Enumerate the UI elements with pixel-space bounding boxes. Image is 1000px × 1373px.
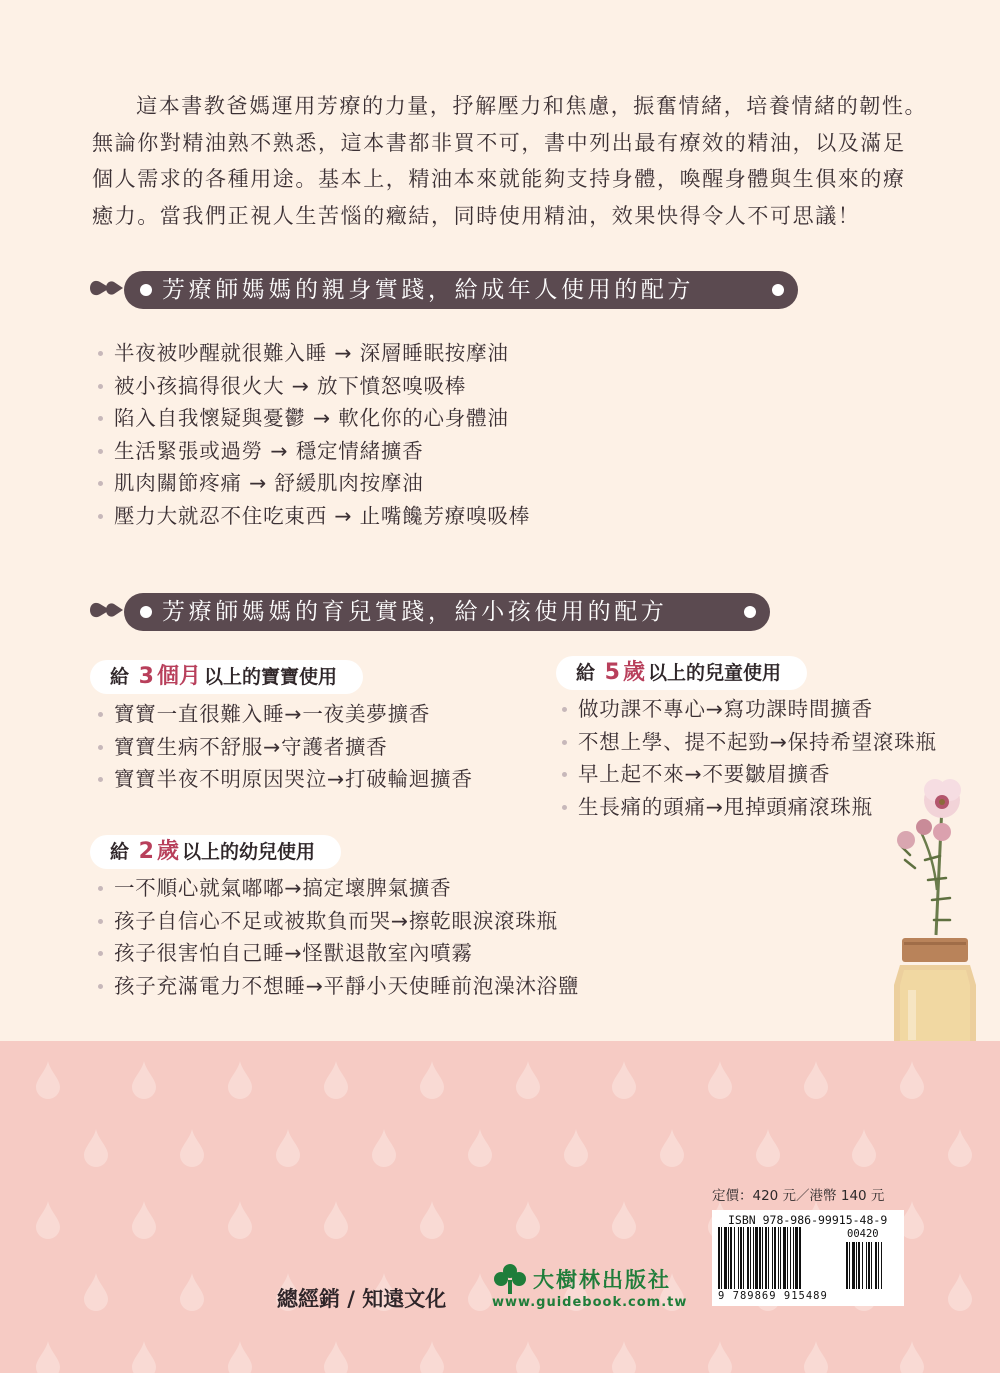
pill-dot [140, 284, 152, 296]
droplet-shape [324, 1341, 348, 1373]
list-item [94, 698, 473, 731]
tag-number: 2 [138, 839, 154, 864]
barcode-bar [724, 1227, 727, 1289]
list-item [94, 370, 530, 403]
droplet-shape [516, 1201, 540, 1239]
droplet-shape [516, 1061, 540, 1099]
droplet-shape [900, 1061, 924, 1099]
droplet-shape [516, 1341, 540, 1373]
list-item [558, 693, 937, 726]
droplet-shape [36, 1061, 60, 1099]
droplet-shape [948, 1129, 972, 1167]
list-item-text: 生活緊張或過勞 → 穩定情緒擴香 [114, 438, 424, 463]
tag-unit: 歲 [622, 660, 645, 685]
droplet-shape [84, 1129, 108, 1167]
list-item-text: 做功課不專心→寫功課時間擴香 [578, 697, 873, 721]
tag-unit: 歲 [156, 839, 179, 864]
list-item-text: 一不順心就氣嘟嘟→搞定壞脾氣擴香 [114, 876, 452, 900]
pill-dot [772, 284, 784, 296]
list-item [94, 872, 579, 905]
group-tag-kids [556, 656, 807, 690]
droplet-shape [324, 1061, 348, 1099]
droplet-shape [708, 1061, 732, 1099]
intro-line: 無論你對精油熟不熟悉，這本書都非買不可，書中列出最有療效的精油，以及滿足 [92, 130, 906, 155]
barcode-bar [740, 1227, 742, 1289]
list-item-text: 壓力大就忍不住吃東西 → 止嘴饞芳療嗅吸棒 [114, 503, 531, 528]
barcode-bar [858, 1242, 860, 1289]
group-tag-toddler [90, 835, 341, 869]
barcode-digits: 9 789869 915489 [718, 1290, 828, 1302]
distributor-label: 總經銷 / 知遠文化 [277, 1287, 447, 1311]
tag-number: 5 [604, 660, 620, 685]
bullet-icon [98, 449, 103, 454]
droplet-shape [420, 1201, 444, 1239]
droplet-shape [84, 1273, 108, 1311]
droplet-shape [132, 1201, 156, 1239]
list-item-text: 孩子很害怕自己睡→怪獸退散室內噴霧 [114, 941, 473, 966]
toddler-recipe-list [94, 872, 579, 1002]
barcode-bar [780, 1227, 781, 1289]
list-item-text: 寶寶一直很難入睡→一夜美夢擴香 [114, 702, 431, 726]
droplet-shape [180, 1129, 204, 1167]
bullet-icon [98, 384, 103, 389]
tag-suffix: 以上的兒童使用 [647, 662, 781, 684]
droplet-shape [612, 1341, 636, 1373]
adult-recipe-list [94, 337, 530, 533]
section-banner-adult [88, 271, 888, 309]
list-item [94, 435, 530, 468]
bullet-icon [562, 805, 567, 810]
barcode-bar [734, 1227, 735, 1289]
list-item-text: 肌肉關節疼痛 → 舒緩肌肉按摩油 [114, 471, 424, 496]
bullet-icon [98, 416, 103, 421]
publisher-name: 大樹林出版社 [533, 1268, 671, 1292]
list-item-text: 被小孩搞得很火大 → 放下憤怒嗅吸棒 [114, 373, 467, 398]
droplet-shape [756, 1129, 780, 1167]
barcode-bar [866, 1242, 867, 1289]
intro-line: 癒力。當我們正視人生苦惱的癥結，同時使用精油，效果快得令人不可思議！ [92, 203, 861, 228]
hearts-icon [88, 275, 128, 305]
barcode-bar [856, 1242, 857, 1289]
price-label: 定價：420 元／港幣 140 元 [712, 1188, 885, 1204]
droplet-shape [804, 1341, 828, 1373]
tag-prefix: 給 [576, 662, 596, 684]
section-title-pill [124, 271, 798, 309]
barcode-bar [730, 1227, 732, 1289]
barcode-bar [759, 1227, 761, 1289]
droplet-shape [852, 1129, 876, 1167]
list-item [94, 337, 530, 370]
section-banner-child [88, 593, 888, 631]
barcode-bar [772, 1227, 773, 1289]
isbn-text: ISBN 978-986-99915-48-9 [728, 1213, 888, 1227]
isbn-barcode [712, 1210, 904, 1306]
bullet-icon [562, 740, 567, 745]
list-item [94, 467, 530, 500]
list-item-text: 不想上學、提不起勁→保持希望滾珠瓶 [578, 729, 937, 754]
barcode-bar [878, 1242, 879, 1289]
baby-recipe-list [94, 698, 473, 796]
list-item-text: 早上起不來→不要皺眉擴香 [578, 762, 831, 787]
droplet-shape [948, 1273, 972, 1311]
bullet-icon [98, 712, 103, 717]
droplet-shape [468, 1273, 492, 1311]
barcode-bar [738, 1227, 739, 1289]
droplet-shape [228, 1201, 252, 1239]
droplet-shape [564, 1129, 588, 1167]
barcode-bar [875, 1242, 877, 1289]
barcode-bar [846, 1242, 848, 1289]
droplet-shape [324, 1201, 348, 1239]
tree-logo-icon [492, 1262, 528, 1296]
list-item-text: 寶寶半夜不明原因哭泣→打破輪迴擴香 [114, 767, 473, 792]
list-item-text: 孩子充滿電力不想睡→平靜小天使睡前泡澡沐浴鹽 [114, 973, 580, 998]
barcode-bar [747, 1227, 749, 1289]
intro-paragraph [92, 88, 942, 234]
list-item [94, 937, 579, 970]
pill-dot [140, 606, 152, 618]
bullet-icon [98, 951, 103, 956]
droplet-shape [708, 1341, 732, 1373]
barcode-bar [795, 1227, 798, 1289]
droplet-shape [132, 1061, 156, 1099]
barcode-bar [783, 1227, 786, 1289]
droplet-shape [180, 1273, 204, 1311]
bottom-panel [0, 1041, 1000, 1373]
droplet-shape [612, 1201, 636, 1239]
list-item-text: 陷入自我懷疑與憂鬱 → 軟化你的心身體油 [114, 406, 509, 431]
droplet-shape [276, 1129, 300, 1167]
bullet-icon [98, 919, 103, 924]
droplet-shape [900, 1341, 924, 1373]
droplet-shape [36, 1201, 60, 1239]
list-item-text: 生長痛的頭痛→甩掉頭痛滾珠瓶 [578, 794, 873, 819]
bullet-icon [98, 481, 103, 486]
group-tag-baby [90, 660, 363, 694]
barcode-bar [871, 1242, 872, 1289]
bullet-icon [98, 745, 103, 750]
barcode-bar [778, 1227, 779, 1289]
barcode-bar [762, 1227, 763, 1289]
bullet-icon [98, 886, 103, 891]
droplet-shape [660, 1129, 684, 1167]
barcode-bar [849, 1242, 850, 1289]
barcode-bar [799, 1227, 801, 1289]
tag-prefix: 給 [110, 666, 130, 688]
list-item [94, 731, 473, 764]
list-item [94, 905, 579, 938]
bullet-icon [98, 351, 103, 356]
tag-unit: 個月 [156, 664, 201, 689]
droplet-shape [804, 1061, 828, 1099]
droplet-shape [228, 1341, 252, 1373]
barcode-bar [852, 1242, 855, 1289]
barcode-addon: 00420 [847, 1228, 879, 1240]
barcode-bar [728, 1227, 729, 1289]
barcode-bar [718, 1227, 720, 1289]
list-item [94, 402, 530, 435]
intro-line: 這本書教爸媽運用芳療的力量，抒解壓力和焦慮，振奮情緒，培養情緒的韌性。 [136, 94, 928, 118]
tag-prefix: 給 [110, 841, 130, 863]
barcode-bar [768, 1227, 769, 1289]
tag-suffix: 以上的幼兒使用 [181, 841, 315, 863]
tag-number: 3 [138, 664, 154, 689]
list-item [94, 763, 473, 796]
list-item-text: 寶寶生病不舒服→守護者擴香 [114, 734, 388, 759]
bullet-icon [98, 777, 103, 782]
barcode-bar [753, 1227, 754, 1289]
droplet-shape [372, 1129, 396, 1167]
hearts-icon [88, 597, 128, 627]
droplet-shape [612, 1061, 636, 1099]
barcode-bar [750, 1227, 751, 1289]
bullet-icon [98, 514, 103, 519]
bullet-icon [98, 984, 103, 989]
section-title: 芳療師媽媽的育兒實踐，給小孩使用的配方 [162, 599, 668, 625]
flower-bottle-illustration [880, 760, 1000, 1045]
barcode-bar [721, 1227, 722, 1289]
barcode-bar [765, 1227, 767, 1289]
intro-line: 個人需求的各種用途。基本上，精油本來就能夠支持身體，喚醒身體與生俱來的療 [92, 167, 906, 191]
list-item [94, 970, 579, 1003]
section-title: 芳療師媽媽的親身實踐，給成年人使用的配方 [162, 277, 694, 303]
droplet-shape [468, 1129, 492, 1167]
barcode-bar [790, 1227, 791, 1289]
list-item [558, 726, 937, 759]
barcode-bar [862, 1242, 863, 1289]
pill-dot [744, 606, 756, 618]
barcode-bar [774, 1227, 776, 1289]
droplet-shape [36, 1341, 60, 1373]
barcode-bar [755, 1227, 758, 1289]
droplet-pattern [0, 1041, 1000, 1373]
barcode-bar [743, 1227, 744, 1289]
barcode-bar [868, 1242, 870, 1289]
barcode-bar [881, 1242, 882, 1289]
tag-suffix: 以上的寶寶使用 [203, 666, 337, 688]
bullet-icon [562, 707, 567, 712]
list-item-text: 半夜被吵醒就很難入睡 → 深層睡眠按摩油 [114, 341, 509, 365]
droplet-shape [420, 1341, 444, 1373]
bullet-icon [562, 772, 567, 777]
barcode-bar [787, 1227, 788, 1289]
section-title-pill [124, 593, 770, 631]
droplet-shape [228, 1061, 252, 1099]
list-item-text: 孩子自信心不足或被欺負而哭→擦乾眼淚滾珠瓶 [114, 908, 558, 933]
publisher-url: www.guidebook.com.tw [492, 1295, 688, 1310]
barcode-bar [793, 1227, 794, 1289]
list-item [94, 500, 530, 533]
droplet-shape [132, 1341, 156, 1373]
droplet-shape [420, 1061, 444, 1099]
